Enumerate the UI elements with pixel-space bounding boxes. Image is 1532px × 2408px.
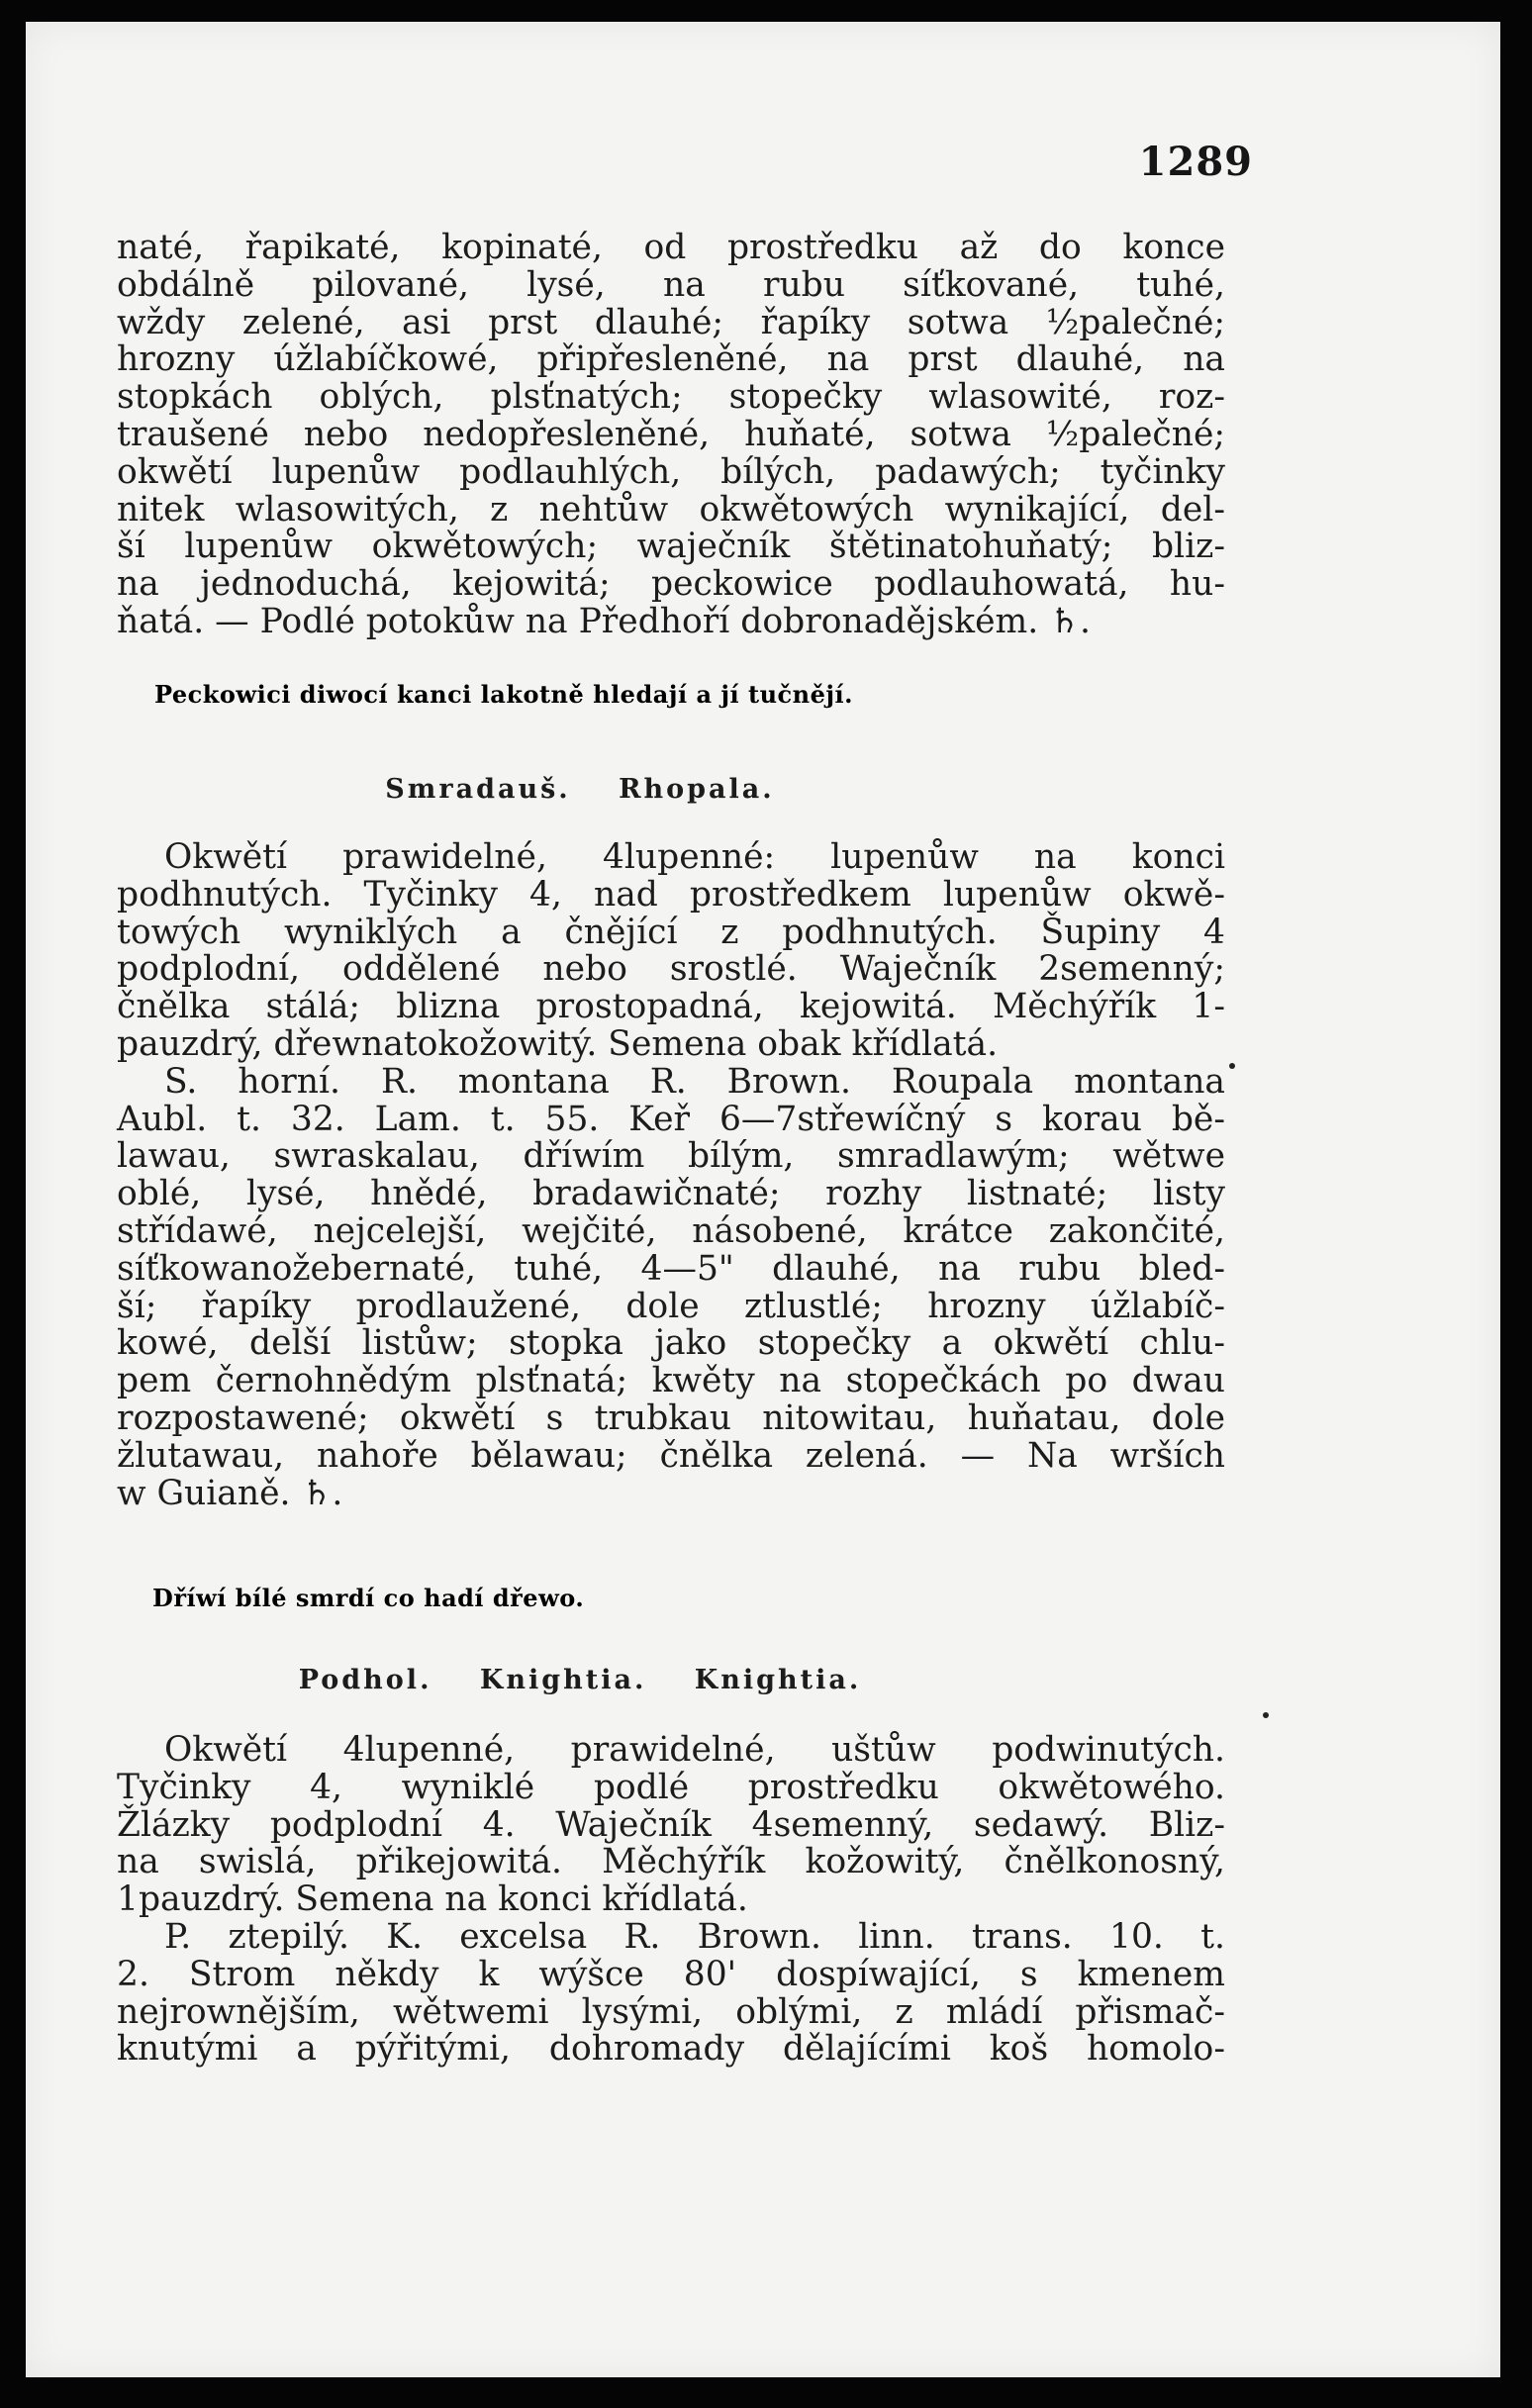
text-line: žlutawau, nahoře bělawau; čnělka zelená. — Na wrších <box>117 1435 1225 1476</box>
print-speck <box>1263 1712 1269 1718</box>
genus-latin-name: Knightia. <box>694 1665 862 1695</box>
text-line: síťkowanožebernaté, tuhé, 4—5" dlauhé, na rubu bled- <box>117 1248 1225 1289</box>
genus-latin-name: Knightia. <box>479 1665 647 1695</box>
page-number: 1289 <box>1138 139 1253 185</box>
text-line: rozpostawené; okwětí s trubkau nitowitau, huňatau, dole <box>117 1397 1225 1438</box>
text-line: Žlázky podplodní 4. Waječník 4semenný, sedawý. Bliz- <box>117 1804 1225 1845</box>
genus-heading-knightia <box>26 1665 1134 1695</box>
text-line: Okwětí prawidelné, 4lupenné: lupenůw na konci <box>164 837 1225 877</box>
text-line: naté, řapikaté, kopinaté, od prostředku až do konce <box>117 228 1225 267</box>
text-line: Tyčinky 4, wyniklé podlé prostředku okwětowého. <box>117 1767 1225 1807</box>
text-line: wždy zelené, asi prst dlauhé; řapíky sotwa ½palečné; <box>117 302 1225 342</box>
text-line: ší lupenůw okwětowých; waječník štětinatohuňatý; bliz- <box>117 527 1225 567</box>
paragraph <box>117 230 1225 641</box>
text-line: S. horní. R. montana R. Brown. Roupala montana <box>164 1061 1225 1102</box>
genus-czech-name: Podhol. <box>298 1665 432 1695</box>
text-line: w Guianě. ♄. <box>117 1473 343 1513</box>
text-line: lawau, swraskalau, dříwím bílým, smradlawým; wětwe <box>117 1136 1225 1177</box>
text-line: obdálně pilované, lysé, na rubu síťkované, tuhé, <box>117 264 1225 305</box>
text-line: hrozny úžlabíčkowé, připřesleněné, na prst dlauhé, na <box>117 339 1225 380</box>
text-line: čnělka stálá; blizna prostopadná, kejowitá. Měchýřík 1- <box>117 987 1225 1027</box>
text-line: ňatá. — Podlé potokůw na Předhoří dobronadějském. ♄. <box>117 601 1092 641</box>
text-line: towých wyniklých a čnějící z podhnutých. Šupiny 4 <box>117 912 1225 952</box>
genus-heading-rhopala <box>26 774 1134 805</box>
text-line: ší; řapíky prodlaužené, dole ztlustlé; hrozny úžlabíč- <box>117 1286 1225 1326</box>
text-line: podplodní, oddělené nebo srostlé. Waječník 2semenný; <box>117 949 1225 990</box>
text-block-rhopala <box>117 839 1225 1512</box>
text-line: pauzdrý, dřewnatokožowitý. Semena obak křídlatá. <box>117 1023 999 1064</box>
text-line: pem černohnědým plsťnatá; kwěty na stopečkách po dwau <box>117 1361 1225 1401</box>
text-block-knightia <box>117 1732 1225 2069</box>
text-line: kowé, delší listůw; stopka jako stopečky a okwětí chlu- <box>117 1323 1225 1364</box>
text-line: oblé, lysé, hnědé, bradawičnaté; rozhy listnaté; listy <box>117 1174 1225 1214</box>
text-line: 2. Strom někdy k wýšce 80' dospíwající, s kmenem <box>117 1954 1225 1994</box>
text-line: P. ztepilý. K. excelsa R. Brown. linn. trans. 10. t. <box>164 1916 1225 1957</box>
usage-note: Dříwí bílé smrdí co hadí dřewo. <box>152 1584 585 1612</box>
text-line: na jednoduchá, kejowitá; peckowice podlauhowatá, hu- <box>117 564 1225 605</box>
text-line: podhnutých. Tyčinky 4, nad prostředkem lupenůw okwě- <box>117 874 1225 915</box>
text-line: na swislá, přikejowitá. Měchýřík kožowitý, čnělkonosný, <box>117 1842 1225 1882</box>
text-line: okwětí lupenůw podlauhlých, bílých, padawých; tyčinky <box>117 451 1225 492</box>
text-line: 1pauzdrý. Semena na konci křídlatá. <box>117 1879 748 1920</box>
paragraph <box>117 839 1225 1512</box>
text-line: Aubl. t. 32. Lam. t. 55. Keř 6—7střewíčný s korau bě- <box>117 1099 1225 1139</box>
text-block-proteaceae-continuation <box>117 230 1225 641</box>
print-speck <box>1229 1063 1235 1069</box>
text-line: traušené nebo nedopřesleněné, huňaté, sotwa ½palečné; <box>117 414 1225 454</box>
usage-note: Peckowici diwocí kanci lakotně hledají a jí tučnějí. <box>154 680 854 709</box>
text-line: střídawé, nejcelejší, wejčité, násobené, krátce zakončité, <box>117 1210 1225 1251</box>
genus-latin-name: Rhopala. <box>619 774 775 805</box>
paragraph <box>117 1732 1225 2069</box>
text-line: Okwětí 4lupenné, prawidelné, uštůw podwinutých. <box>164 1730 1225 1770</box>
text-line: stopkách oblých, plsťnatých; stopečky wlasowité, roz- <box>117 377 1225 418</box>
genus-czech-name: Smradauš. <box>385 774 571 805</box>
text-line: knutými a pýřitými, dohromady dělajícími koš homolo- <box>117 2029 1225 2070</box>
text-line: nitek wlasowitých, z nehtůw okwětowých wynikající, del- <box>117 489 1225 530</box>
book-page <box>26 22 1500 2377</box>
text-line: nejrownějším, wětwemi lysými, oblými, z mládí přismač- <box>117 1991 1225 2032</box>
